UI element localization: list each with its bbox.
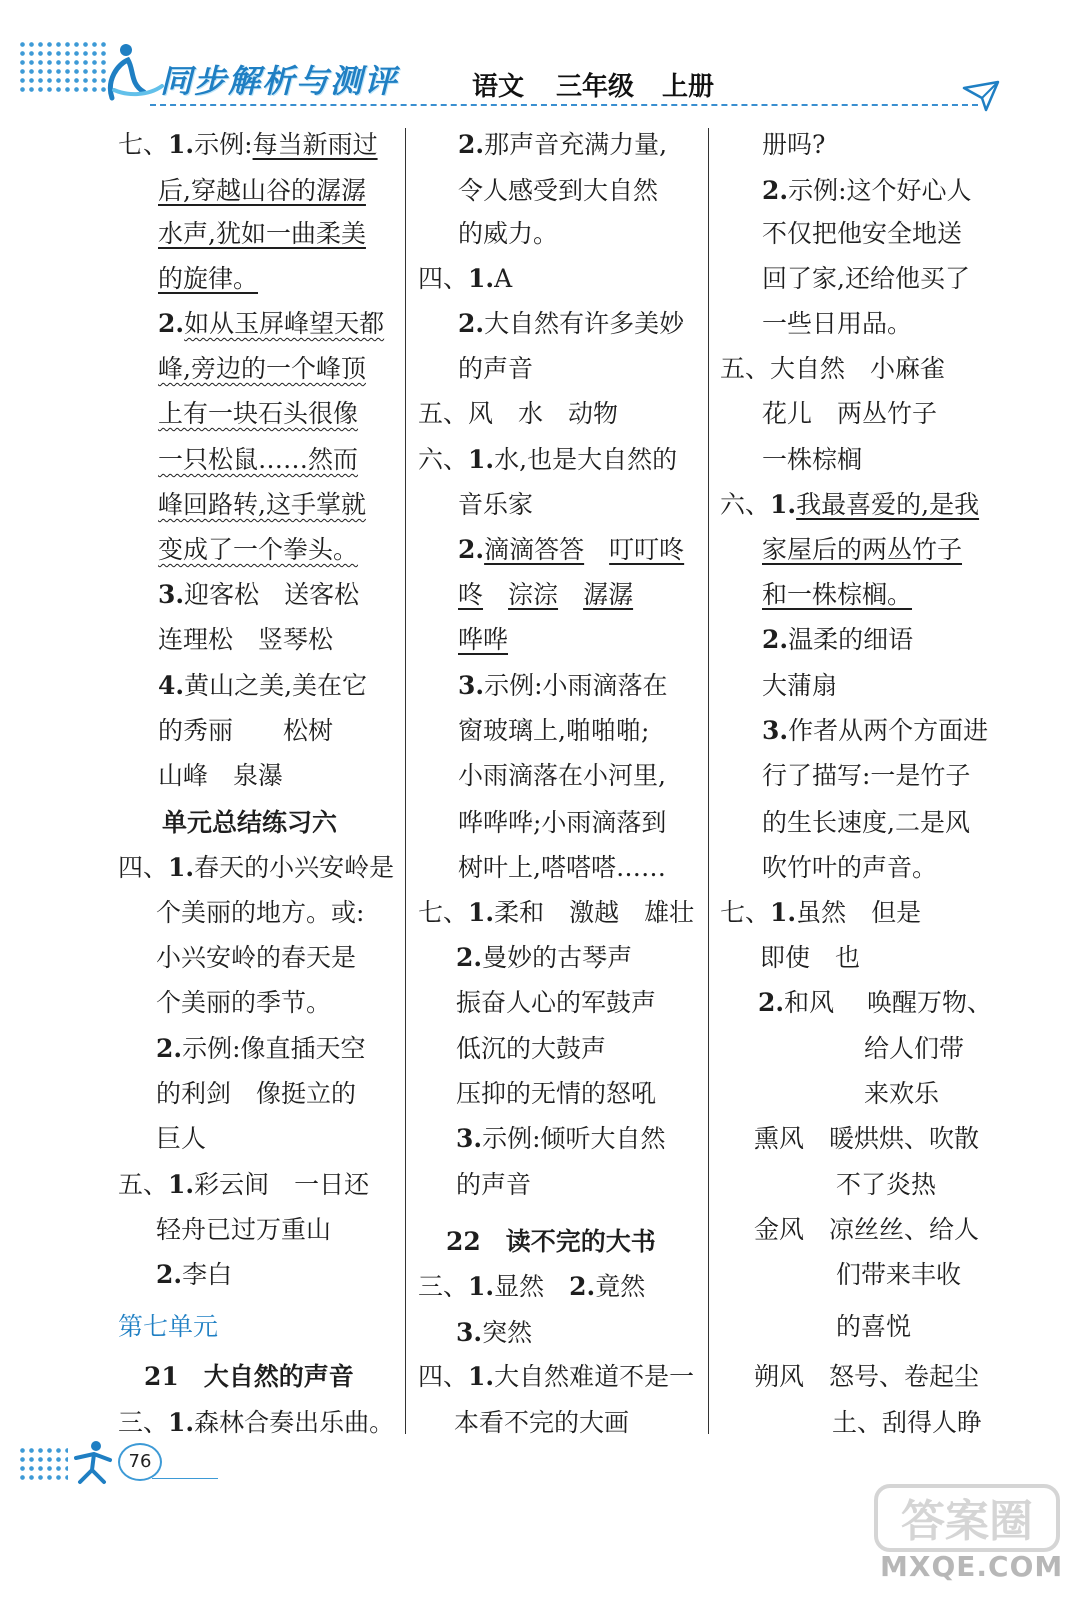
answer-text: 册吗? <box>762 130 826 159</box>
section-title <box>144 1362 354 1392</box>
header-volume: 上册 <box>662 72 715 102</box>
answer-line <box>754 1215 979 1245</box>
underlined-answer: 后,穿越山谷的潺潺 <box>158 176 366 205</box>
answer-line <box>836 1170 936 1200</box>
underlined-answer: 的旋律。 <box>158 264 259 293</box>
answer-line <box>158 219 366 249</box>
watermark-text: 答案圈 <box>901 1496 1033 1547</box>
answer-text: 3. <box>158 580 185 609</box>
answer-text: 大自然有许多美妙 <box>484 309 685 338</box>
answer-line <box>456 1034 606 1064</box>
answer-line <box>158 580 359 610</box>
answer-line <box>762 716 988 746</box>
answer-text: 六、 <box>418 445 469 474</box>
answer-line <box>762 761 970 791</box>
answer-line <box>156 898 364 928</box>
answer-line <box>458 176 658 206</box>
answer-line <box>118 853 394 883</box>
underlined-answer: 和一株棕榈。 <box>762 580 913 609</box>
answer-line <box>762 264 970 294</box>
answer-text: 曼妙的古琴声 <box>482 943 633 972</box>
answer-line <box>762 130 825 160</box>
answer-text: 个美丽的地方。或: <box>156 898 365 927</box>
answer-text: 第七单元 <box>118 1312 219 1341</box>
answer-text: 1. <box>468 264 495 293</box>
answer-line <box>458 671 668 701</box>
answer-line <box>156 988 331 1018</box>
answer-line <box>418 1272 645 1302</box>
answer-line <box>456 1318 532 1348</box>
answer-line <box>458 808 666 838</box>
answer-text: 花儿 两丛竹子 <box>762 399 938 428</box>
answer-line <box>458 625 508 655</box>
answer-line <box>118 130 378 160</box>
answer-text: 示例: <box>194 130 253 159</box>
answer-line <box>458 535 684 565</box>
answer-text: 朔风 怒号、卷起尘 <box>754 1362 980 1391</box>
answer-text: 三、 <box>118 1408 169 1437</box>
answer-text: 那声音充满力量, <box>484 130 668 159</box>
answer-line <box>456 1079 656 1109</box>
answer-text: 和风 唤醒万物、 <box>784 988 993 1017</box>
answer-line <box>720 490 979 520</box>
underlined-answer: 潺潺 <box>583 580 634 609</box>
section-title <box>162 808 337 838</box>
answer-line <box>156 1034 366 1064</box>
answer-text: 示例:小雨滴落在 <box>484 671 668 700</box>
dot-grid-decoration <box>18 40 110 94</box>
answer-line <box>418 1362 694 1392</box>
answer-text: 压抑的无情的怒吼 <box>456 1079 657 1108</box>
answer-text: 1. <box>770 898 797 927</box>
answer-text: 显然 <box>494 1272 570 1301</box>
answer-line <box>156 1260 232 1290</box>
underlined-answer: 滴滴答答 <box>484 535 585 564</box>
answer-text: 金风 凉丝丝、给人 <box>754 1215 980 1244</box>
answer-text: 21 大自然的声音 <box>144 1362 354 1391</box>
answer-text: 五、大自然 小麻雀 <box>720 354 946 383</box>
answer-text: 行了描写:一是竹子 <box>762 761 971 790</box>
answer-text: 树叶上,嗒嗒嗒…… <box>458 853 666 882</box>
answer-text: 土、刮得人睁 <box>832 1408 983 1437</box>
answer-text: 个美丽的季节。 <box>156 988 332 1017</box>
answer-line <box>458 309 684 339</box>
paper-plane-icon <box>962 80 1002 114</box>
answer-text: 2. <box>458 535 485 564</box>
answer-text: 2. <box>762 625 789 654</box>
wavy-underlined-answer: 一只松鼠……然而 <box>158 445 359 474</box>
answer-text: 的利剑 像挺立的 <box>156 1079 357 1108</box>
answer-text: 的秀丽 松树 <box>158 716 334 745</box>
answer-text: 柔和 激越 雄壮 <box>494 898 695 927</box>
answer-text: 轻舟已过万重山 <box>156 1215 332 1244</box>
wavy-underlined-answer: 峰,旁边的一个峰顶 <box>158 354 366 383</box>
answer-line <box>762 853 937 883</box>
footer-rule <box>152 1478 218 1479</box>
section-title <box>446 1227 656 1257</box>
answer-line <box>158 176 366 206</box>
answer-line <box>158 535 358 565</box>
answer-text: 不了炎热 <box>836 1170 937 1199</box>
answer-line <box>458 219 558 249</box>
answer-line <box>158 625 333 655</box>
answer-line <box>720 898 921 928</box>
answer-text: 窗玻璃上,啪啪啪; <box>458 716 650 745</box>
answer-line <box>156 1215 331 1245</box>
answer-text: 春天的小兴安岭是 <box>194 853 395 882</box>
answer-line <box>158 354 366 384</box>
answer-text: 七、 <box>118 130 169 159</box>
header-grade: 三年级 <box>556 72 635 102</box>
answer-line <box>836 1260 961 1290</box>
page-number: 76 <box>118 1443 162 1481</box>
answer-text: 李白 <box>182 1260 233 1289</box>
answer-line <box>158 264 258 294</box>
underlined-answer: 哗哗 <box>458 625 509 654</box>
answer-text: 大蒲扇 <box>762 671 838 700</box>
answer-text: 们带来丰收 <box>836 1260 962 1289</box>
answer-line <box>762 580 912 610</box>
answer-text: 水,也是大自然的 <box>494 445 678 474</box>
wavy-underlined-answer: 峰回路转,这手掌就 <box>158 490 366 519</box>
answer-line <box>458 716 649 746</box>
underlined-answer: 淙淙 <box>508 580 559 609</box>
header-subject: 语文 <box>472 72 525 102</box>
underlined-answer: 叮叮咚 <box>609 535 685 564</box>
answer-text: 振奋人心的军鼓声 <box>456 988 657 1017</box>
answer-text: 七、 <box>720 898 771 927</box>
answer-line <box>864 1034 964 1064</box>
answer-line <box>418 445 677 475</box>
answer-text: 作者从两个方面进 <box>788 716 989 745</box>
wavy-underlined-answer: 如从玉屏峰望天都 <box>184 309 385 338</box>
answer-text <box>558 580 583 609</box>
answer-line <box>158 761 283 791</box>
underlined-answer: 家屋后的两丛竹子 <box>762 535 963 564</box>
answer-text: 小雨滴落在小河里, <box>458 761 666 790</box>
answer-text: 2. <box>458 309 485 338</box>
answer-line <box>458 354 533 384</box>
answer-text: 示例:像直插天空 <box>182 1034 366 1063</box>
swirl-figure-logo-icon <box>104 40 164 102</box>
answer-text: 22 读不完的大书 <box>446 1227 656 1256</box>
answer-text: A <box>494 264 513 293</box>
answer-line <box>458 853 666 883</box>
answer-text: 一些日用品。 <box>762 309 913 338</box>
answer-text: 四、 <box>118 853 169 882</box>
answer-text: 1. <box>168 853 195 882</box>
answer-text: 2. <box>758 988 785 1017</box>
answer-text: 熏风 暖烘烘、吹散 <box>754 1124 980 1153</box>
answer-text: 2. <box>456 943 483 972</box>
answer-text: 3. <box>456 1318 483 1347</box>
answer-text: 五、 <box>118 1170 169 1199</box>
answer-line <box>754 1362 979 1392</box>
answer-line <box>418 898 694 928</box>
answer-text: 令人感受到大自然 <box>458 176 659 205</box>
answer-line <box>762 671 837 701</box>
answer-text: 1. <box>168 1408 195 1437</box>
column-divider <box>708 128 709 1434</box>
answer-text: 五、风 水 动物 <box>418 399 619 428</box>
answer-text: 大自然难道不是一 <box>494 1362 695 1391</box>
underlined-answer: 每当新雨过 <box>252 130 378 159</box>
answer-line <box>864 1079 939 1109</box>
answer-line <box>832 1408 982 1438</box>
answer-text: 3. <box>458 671 485 700</box>
column-divider <box>405 128 406 1434</box>
underlined-answer: 咚 <box>458 580 484 609</box>
answer-text: 的喜悦 <box>836 1312 912 1341</box>
answer-text: 四、 <box>418 1362 469 1391</box>
answer-text: 温柔的细语 <box>788 625 914 654</box>
answer-line <box>762 535 962 565</box>
answer-line <box>456 943 632 973</box>
answer-line <box>158 399 358 429</box>
answer-text: 突然 <box>482 1318 533 1347</box>
answer-text: 彩云间 一日还 <box>194 1170 370 1199</box>
answer-text: 本看不完的大画 <box>454 1408 630 1437</box>
answer-line <box>754 1124 979 1154</box>
answer-text: 1. <box>168 1170 195 1199</box>
answer-line <box>458 761 666 791</box>
answer-line <box>456 1124 666 1154</box>
watermark-url: MXQE.COM <box>880 1550 1064 1583</box>
answer-line <box>762 219 962 249</box>
answer-text: 2. <box>156 1260 183 1289</box>
answer-text: 七、 <box>418 898 469 927</box>
answer-line <box>158 716 333 746</box>
answer-line <box>454 1408 629 1438</box>
answer-text: 的威力。 <box>458 219 559 248</box>
answer-text: 小兴安岭的春天是 <box>156 943 357 972</box>
brand-title: 同步解析与测评 <box>160 62 399 100</box>
answer-text: 1. <box>168 130 195 159</box>
underlined-answer: 我最喜爱的,是我 <box>796 490 980 519</box>
answer-line <box>720 354 945 384</box>
answer-text: 1. <box>468 1272 495 1301</box>
dot-grid-decoration <box>18 1446 68 1482</box>
answer-text: 1. <box>468 1362 495 1391</box>
answer-text: 一株棕榈 <box>762 445 863 474</box>
answer-text: 四、 <box>418 264 469 293</box>
answer-line <box>158 309 384 339</box>
header-dashed-rule <box>150 104 978 106</box>
answer-text: 即使 也 <box>760 943 861 972</box>
answer-text: 三、 <box>418 1272 469 1301</box>
answer-line <box>760 943 860 973</box>
answer-text: 的生长速度,二是风 <box>762 808 970 837</box>
answer-text: 低沉的大鼓声 <box>456 1034 607 1063</box>
answer-text: 4. <box>158 671 185 700</box>
answer-text: 不仅把他安全地送 <box>762 219 963 248</box>
wavy-underlined-answer: 上有一块石头很像 <box>158 399 359 428</box>
answer-text: 给人们带 <box>864 1034 965 1063</box>
answer-text <box>483 580 508 609</box>
answer-line <box>762 399 937 429</box>
answer-text: 3. <box>456 1124 483 1153</box>
answer-line <box>158 445 358 475</box>
answer-line <box>458 490 533 520</box>
answer-line <box>458 130 667 160</box>
underlined-answer: 水声,犹如一曲柔美 <box>158 219 366 248</box>
answer-text: 回了家,还给他买了 <box>762 264 970 293</box>
answer-line <box>762 625 913 655</box>
answer-text: 1. <box>468 898 495 927</box>
answer-line <box>418 399 618 429</box>
answer-text: 示例:倾听大自然 <box>482 1124 666 1153</box>
answer-text: 示例:这个好心人 <box>788 176 972 205</box>
answer-text: 音乐家 <box>458 490 534 519</box>
wavy-underlined-answer: 变成了一个拳头。 <box>158 535 359 564</box>
answer-text: 黄山之美,美在它 <box>184 671 368 700</box>
answer-text: 的声音 <box>456 1170 532 1199</box>
answer-line <box>156 943 356 973</box>
answer-text: 2. <box>156 1034 183 1063</box>
answer-text <box>584 535 609 564</box>
answer-text: 2. <box>569 1272 596 1301</box>
answer-text: 六、 <box>720 490 771 519</box>
answer-text: 1. <box>770 490 797 519</box>
answer-text: 2. <box>762 176 789 205</box>
answer-text: 1. <box>468 445 495 474</box>
answer-line <box>158 490 366 520</box>
answer-line <box>758 988 992 1018</box>
answer-text: 的声音 <box>458 354 534 383</box>
answer-text: 来欢乐 <box>864 1079 940 1108</box>
answer-line <box>762 309 912 339</box>
answer-text: 吹竹叶的声音。 <box>762 853 938 882</box>
answer-line <box>458 580 633 610</box>
answer-text: 2. <box>458 130 485 159</box>
answer-line <box>762 445 862 475</box>
answer-line <box>118 1170 369 1200</box>
unit-title <box>118 1312 218 1342</box>
answer-text: 单元总结练习六 <box>162 808 338 837</box>
answer-text: 竟然 <box>595 1272 646 1301</box>
answer-text: 虽然 但是 <box>796 898 922 927</box>
page-header <box>0 0 1072 110</box>
answer-text: 2. <box>158 309 185 338</box>
answer-text: 连理松 竖琴松 <box>158 625 334 654</box>
answer-line <box>418 264 512 294</box>
answer-text: 森林合奏出乐曲。 <box>194 1408 395 1437</box>
answer-line <box>836 1312 911 1342</box>
answer-text: 哗哗哗;小雨滴落到 <box>458 808 667 837</box>
running-figure-icon <box>70 1438 120 1486</box>
answer-text: 巨人 <box>156 1124 207 1153</box>
answer-line <box>156 1124 206 1154</box>
answer-text: 迎客松 送客松 <box>184 580 360 609</box>
answer-line <box>762 176 972 206</box>
answer-line <box>456 988 656 1018</box>
answer-line <box>456 1170 531 1200</box>
answer-line <box>118 1408 394 1438</box>
answer-line <box>158 671 367 701</box>
answer-text: 3. <box>762 716 789 745</box>
answer-line <box>156 1079 356 1109</box>
answer-line <box>762 808 970 838</box>
answer-text: 山峰 泉瀑 <box>158 761 284 790</box>
